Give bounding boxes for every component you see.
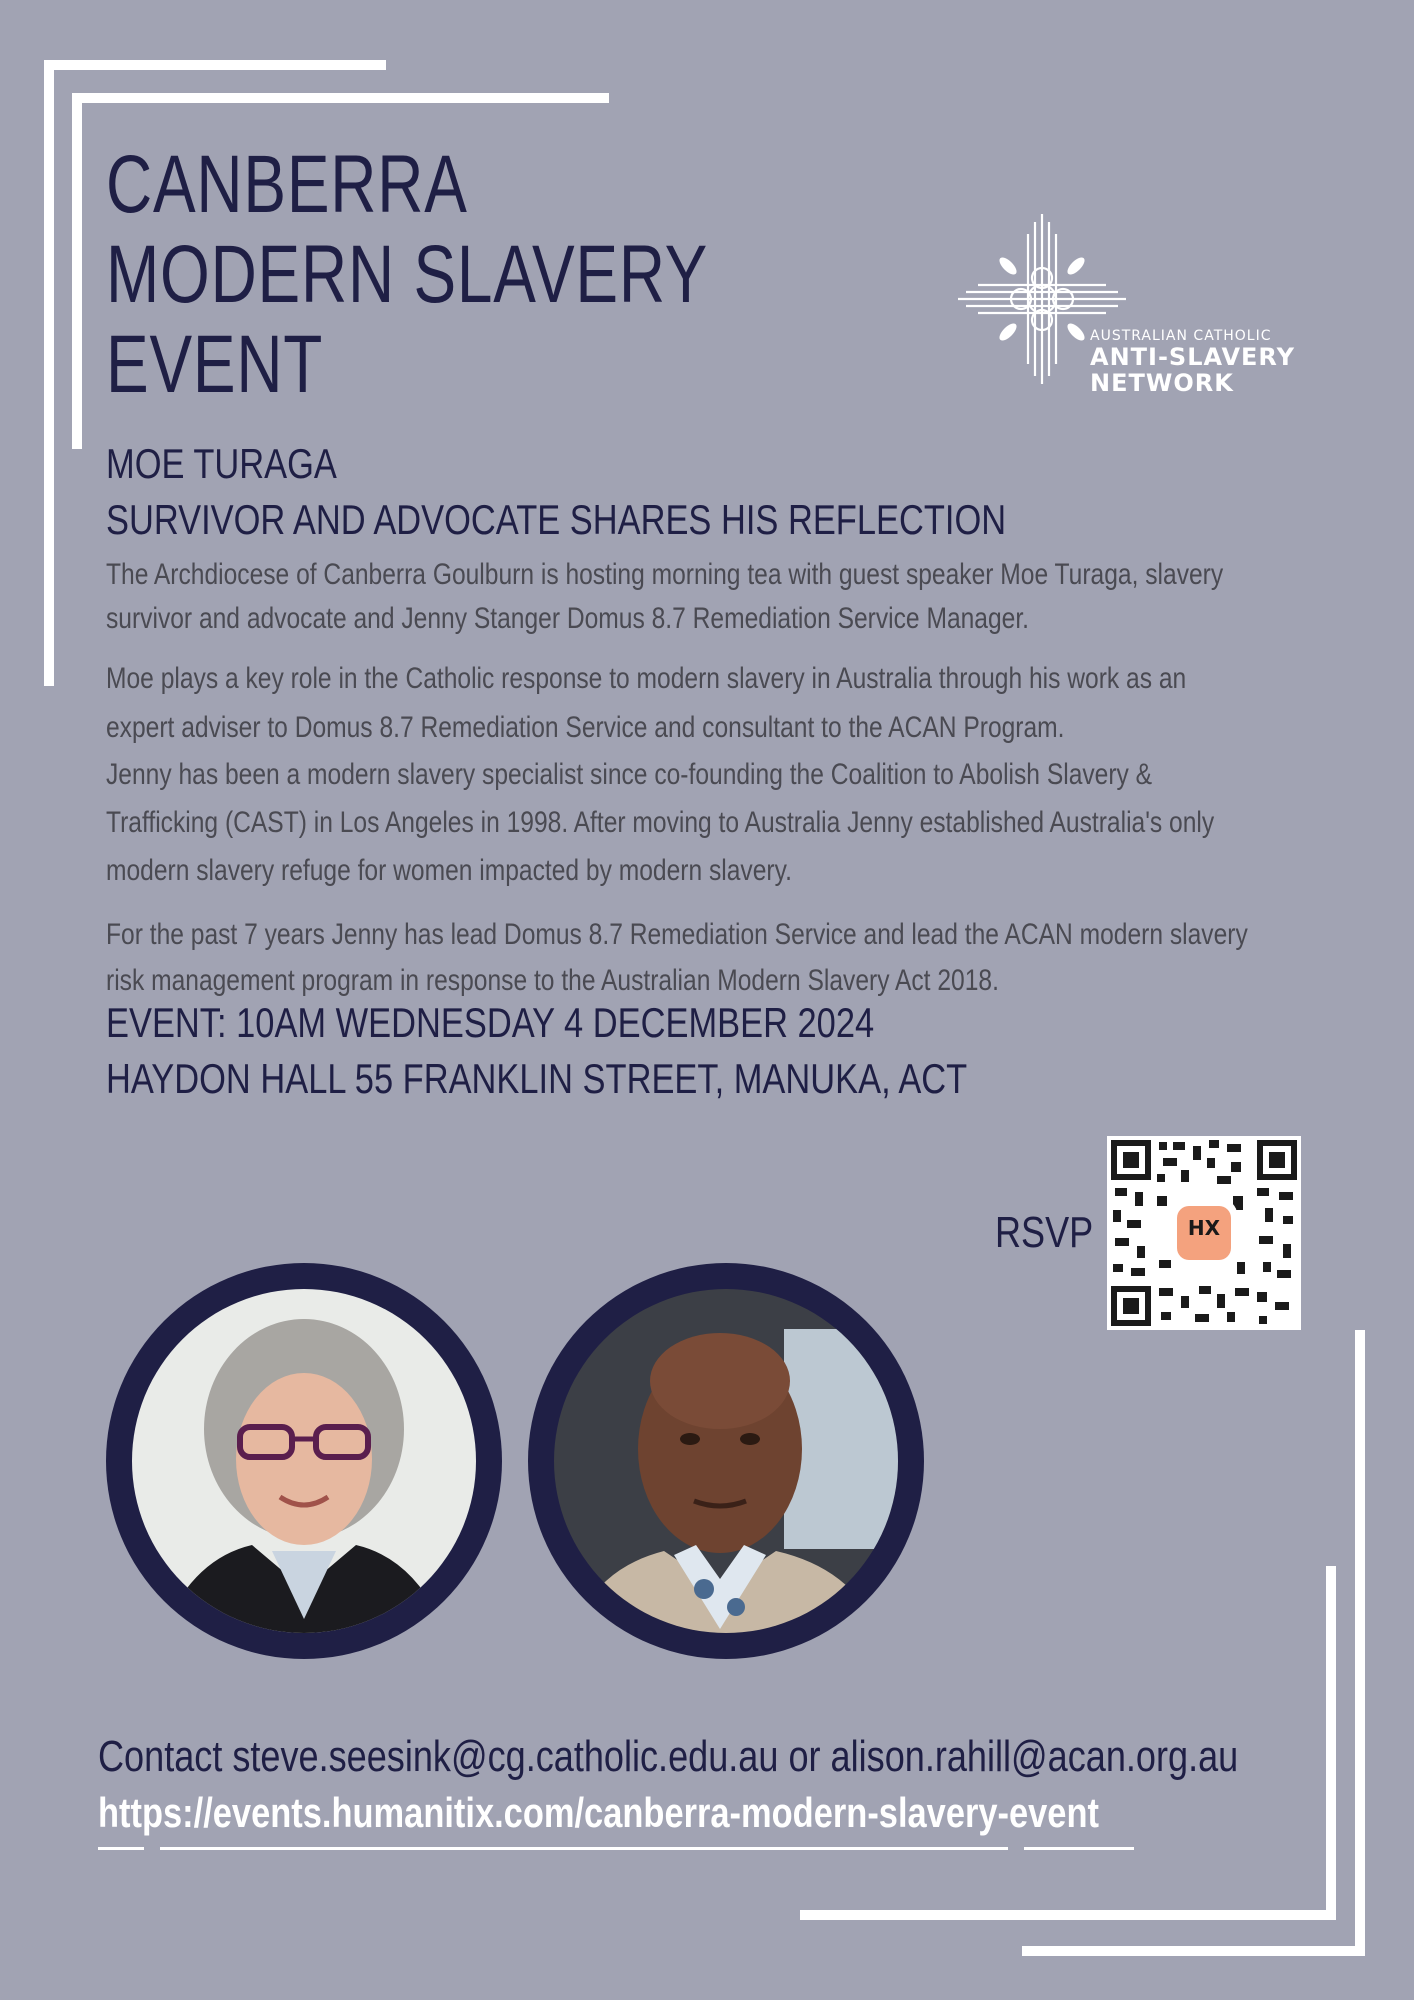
page-title [106,140,708,410]
frame-line-left-inner [72,93,82,449]
rsvp-label: RSVP [995,1208,1094,1257]
frame-line-right-inner [1326,1566,1336,1920]
event-date: EVENT: 10AM WEDNESDAY 4 DECEMBER 2024 [106,999,875,1046]
paragraph-1-line-2: survivor and advocate and Jenny Stanger Domus 8.7 Remediation Service Manager. [106,602,1030,635]
qr-badge-label: HX [1187,1216,1221,1240]
speaker-photo-jenny [106,1263,502,1659]
logo-text [1090,328,1295,396]
paragraph-1-line-1: The Archdiocese of Canberra Goulburn is hosting morning tea with guest speaker Moe Turaga, slavery [106,558,1224,591]
frame-line-left-outer [44,60,54,686]
contact-text: Contact steve.seesink@cg.catholic.edu.au or alison.rahill@acan.org.au [98,1732,1239,1781]
logo-line-1: ANTI-SLAVERY [1090,343,1295,371]
speaker-name: MOE TURAGA [106,440,337,487]
frame-line-top-outer [44,60,386,70]
frame-line-top-inner [72,93,609,103]
paragraph-2-line-2: expert adviser to Domus 8.7 Remediation Service and consultant to the ACAN Program. [106,711,1065,744]
paragraph-4-line-2: risk management program in response to the Australian Modern Slavery Act 2018. [106,964,999,997]
link-underline-2 [160,1847,1008,1850]
paragraph-2-line-1: Moe plays a key role in the Catholic response to modern slavery in Australia through his work as an [106,662,1187,695]
photo-portrait-jenny [132,1289,476,1633]
paragraph-3-line-1: Jenny has been a modern slavery specialist since co-founding the Coalition to Abolish Slavery & [106,758,1153,791]
qr-code-icon[interactable] [1107,1136,1301,1330]
logo-line-2: NETWORK [1090,369,1234,397]
title-line-1: CANBERRA [106,139,468,230]
paragraph-4-line-1: For the past 7 years Jenny has lead Domus 8.7 Remediation Service and lead the ACAN modern slavery [106,918,1248,951]
event-venue: HAYDON HALL 55 FRANKLIN STREET, MANUKA, ACT [106,1055,968,1102]
link-underline-1 [98,1847,144,1850]
title-line-3: EVENT [106,319,324,410]
logo-small-text: AUSTRALIAN CATHOLIC [1090,328,1272,344]
frame-line-right-outer [1355,1330,1365,1956]
speaker-tagline: SURVIVOR AND ADVOCATE SHARES HIS REFLECTION [106,496,1007,543]
event-url-link[interactable]: https://events.humanitix.com/canberra-modern-slavery-event [98,1789,1099,1836]
frame-line-bottom-inner [800,1910,1336,1920]
frame-line-bottom-outer [1022,1946,1365,1956]
paragraph-3-line-2: Trafficking (CAST) in Los Angeles in 1998. After moving to Australia Jenny established Australia's only [106,806,1215,839]
speaker-photo-moe [528,1263,924,1659]
paragraph-3-line-3: modern slavery refuge for women impacted by modern slavery. [106,854,792,887]
photo-portrait-moe [554,1289,898,1633]
title-line-2: MODERN SLAVERY [106,229,709,320]
link-underline-3 [1024,1847,1134,1850]
